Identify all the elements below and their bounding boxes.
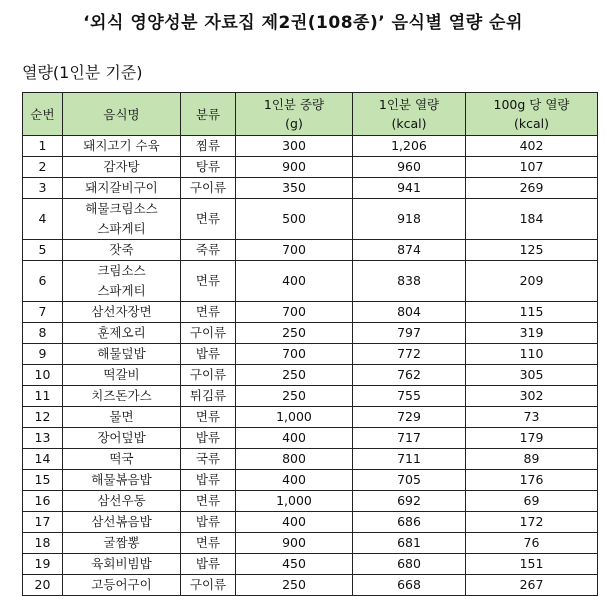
food-name-line: 떡갈비 bbox=[103, 367, 140, 382]
food-name-line: 돼지고기 수육 bbox=[83, 138, 160, 153]
kcal-per-100g-cell: 110 bbox=[466, 344, 598, 365]
kcal-cell: 874 bbox=[353, 240, 466, 261]
kcal-per-100g-cell: 209 bbox=[466, 261, 598, 302]
category-cell: 구이류 bbox=[181, 178, 236, 199]
kcal-cell: 762 bbox=[353, 365, 466, 386]
weight-cell: 350 bbox=[236, 178, 353, 199]
weight-cell: 400 bbox=[236, 428, 353, 449]
header-serving-kcal: 1인분 열량 (kcal) bbox=[353, 93, 466, 136]
rank-cell: 19 bbox=[23, 554, 63, 575]
category-cell: 구이류 bbox=[181, 323, 236, 344]
rank-cell: 2 bbox=[23, 157, 63, 178]
food-name-line: 돼지갈비구이 bbox=[85, 180, 158, 195]
table-row bbox=[23, 199, 598, 240]
kcal-cell: 838 bbox=[353, 261, 466, 302]
food-name-cell bbox=[63, 136, 181, 157]
table-row bbox=[23, 449, 598, 470]
category-cell: 면류 bbox=[181, 302, 236, 323]
food-name-cell bbox=[63, 323, 181, 344]
kcal-cell: 668 bbox=[353, 575, 466, 596]
food-name-cell bbox=[63, 261, 181, 302]
kcal-cell: 755 bbox=[353, 386, 466, 407]
rank-cell: 18 bbox=[23, 533, 63, 554]
category-cell: 면류 bbox=[181, 199, 236, 240]
calorie-ranking-table bbox=[22, 92, 598, 596]
kcal-per-100g-cell: 402 bbox=[466, 136, 598, 157]
kcal-per-100g-cell: 151 bbox=[466, 554, 598, 575]
kcal-cell: 941 bbox=[353, 178, 466, 199]
table-row bbox=[23, 512, 598, 533]
weight-cell: 1,000 bbox=[236, 491, 353, 512]
header-serving-weight: 1인분 중량 (g) bbox=[236, 93, 353, 136]
rank-cell: 7 bbox=[23, 302, 63, 323]
weight-cell: 700 bbox=[236, 240, 353, 261]
rank-cell: 1 bbox=[23, 136, 63, 157]
table-row bbox=[23, 240, 598, 261]
kcal-per-100g-cell: 305 bbox=[466, 365, 598, 386]
category-cell: 찜류 bbox=[181, 136, 236, 157]
food-name-line: 잣죽 bbox=[109, 242, 134, 257]
rank-cell: 16 bbox=[23, 491, 63, 512]
weight-cell: 400 bbox=[236, 261, 353, 302]
table-row bbox=[23, 533, 598, 554]
food-name-cell bbox=[63, 449, 181, 470]
food-name-line: 감자탕 bbox=[103, 159, 140, 174]
rank-cell: 14 bbox=[23, 449, 63, 470]
category-cell: 밥류 bbox=[181, 512, 236, 533]
rank-cell: 13 bbox=[23, 428, 63, 449]
table-row bbox=[23, 491, 598, 512]
weight-cell: 900 bbox=[236, 533, 353, 554]
table-body bbox=[23, 136, 598, 596]
food-name-line: 삼선볶음밥 bbox=[91, 514, 152, 529]
rank-cell: 6 bbox=[23, 261, 63, 302]
table-row bbox=[23, 302, 598, 323]
category-cell: 밥류 bbox=[181, 344, 236, 365]
kcal-cell: 711 bbox=[353, 449, 466, 470]
table-row bbox=[23, 157, 598, 178]
table-row bbox=[23, 554, 598, 575]
food-name-line: 해물볶음밥 bbox=[91, 472, 152, 487]
food-name-cell bbox=[63, 157, 181, 178]
kcal-per-100g-cell: 179 bbox=[466, 428, 598, 449]
header-category: 분류 bbox=[181, 93, 236, 136]
kcal-per-100g-cell: 76 bbox=[466, 533, 598, 554]
weight-cell: 250 bbox=[236, 365, 353, 386]
weight-cell: 1,000 bbox=[236, 407, 353, 428]
kcal-per-100g-cell: 302 bbox=[466, 386, 598, 407]
weight-cell: 250 bbox=[236, 323, 353, 344]
weight-cell: 700 bbox=[236, 344, 353, 365]
header-kcal-per-100g: 100g 당 열량 (kcal) bbox=[466, 93, 598, 136]
food-name-cell bbox=[63, 407, 181, 428]
kcal-cell: 797 bbox=[353, 323, 466, 344]
kcal-cell: 960 bbox=[353, 157, 466, 178]
food-name-cell bbox=[63, 344, 181, 365]
rank-cell: 3 bbox=[23, 178, 63, 199]
kcal-cell: 692 bbox=[353, 491, 466, 512]
table-row bbox=[23, 470, 598, 491]
category-cell: 밥류 bbox=[181, 554, 236, 575]
kcal-per-100g-cell: 107 bbox=[466, 157, 598, 178]
kcal-cell: 705 bbox=[353, 470, 466, 491]
table-row bbox=[23, 136, 598, 157]
table-row bbox=[23, 407, 598, 428]
food-name-cell bbox=[63, 554, 181, 575]
category-cell: 죽류 bbox=[181, 240, 236, 261]
rank-cell: 12 bbox=[23, 407, 63, 428]
weight-cell: 250 bbox=[236, 386, 353, 407]
kcal-per-100g-cell: 125 bbox=[466, 240, 598, 261]
food-name-cell bbox=[63, 533, 181, 554]
category-cell: 면류 bbox=[181, 533, 236, 554]
document-title: ‘외식 영양성분 자료집 제2권(108종)’ 음식별 열량 순위 bbox=[83, 13, 523, 33]
table-row bbox=[23, 428, 598, 449]
weight-cell: 700 bbox=[236, 302, 353, 323]
food-name-line: 장어덮밥 bbox=[97, 430, 146, 445]
food-name-cell bbox=[63, 199, 181, 240]
food-name-line: 삼선자장면 bbox=[91, 304, 152, 319]
food-name-line: 해물덮밥 bbox=[97, 346, 146, 361]
kcal-per-100g-cell: 319 bbox=[466, 323, 598, 344]
food-name-line: 고등어구이 bbox=[91, 577, 152, 592]
food-name-cell bbox=[63, 240, 181, 261]
kcal-cell: 804 bbox=[353, 302, 466, 323]
food-name-line: 크림소스 bbox=[97, 263, 146, 278]
food-name-cell bbox=[63, 365, 181, 386]
rank-cell: 4 bbox=[23, 199, 63, 240]
table-header-row bbox=[23, 93, 598, 136]
kcal-per-100g-cell: 176 bbox=[466, 470, 598, 491]
food-name-line: 삼선우동 bbox=[97, 493, 146, 508]
rank-cell: 10 bbox=[23, 365, 63, 386]
food-name-line: 스파게티 bbox=[97, 221, 146, 236]
rank-cell: 11 bbox=[23, 386, 63, 407]
food-name-line: 해물크림소스 bbox=[85, 201, 158, 216]
table-row bbox=[23, 261, 598, 302]
category-cell: 면류 bbox=[181, 261, 236, 302]
kcal-per-100g-cell: 172 bbox=[466, 512, 598, 533]
table-subtitle: 열량(1인분 기준) bbox=[22, 63, 143, 82]
table-row bbox=[23, 365, 598, 386]
weight-cell: 500 bbox=[236, 199, 353, 240]
food-name-cell bbox=[63, 428, 181, 449]
food-name-line: 치즈돈가스 bbox=[91, 388, 152, 403]
kcal-cell: 686 bbox=[353, 512, 466, 533]
food-name-line: 훈제오리 bbox=[97, 325, 146, 340]
header-food-name: 음식명 bbox=[63, 93, 181, 136]
weight-cell: 400 bbox=[236, 512, 353, 533]
category-cell: 탕류 bbox=[181, 157, 236, 178]
weight-cell: 250 bbox=[236, 575, 353, 596]
table-row bbox=[23, 386, 598, 407]
rank-cell: 15 bbox=[23, 470, 63, 491]
rank-cell: 8 bbox=[23, 323, 63, 344]
category-cell: 구이류 bbox=[181, 575, 236, 596]
category-cell: 국류 bbox=[181, 449, 236, 470]
kcal-cell: 680 bbox=[353, 554, 466, 575]
rank-cell: 20 bbox=[23, 575, 63, 596]
category-cell: 밥류 bbox=[181, 428, 236, 449]
rank-cell: 9 bbox=[23, 344, 63, 365]
food-name-cell bbox=[63, 470, 181, 491]
food-name-cell bbox=[63, 302, 181, 323]
category-cell: 면류 bbox=[181, 407, 236, 428]
rank-cell: 17 bbox=[23, 512, 63, 533]
food-name-line: 스파게티 bbox=[97, 283, 146, 298]
kcal-per-100g-cell: 73 bbox=[466, 407, 598, 428]
category-cell: 구이류 bbox=[181, 365, 236, 386]
category-cell: 면류 bbox=[181, 491, 236, 512]
food-name-cell bbox=[63, 512, 181, 533]
weight-cell: 300 bbox=[236, 136, 353, 157]
weight-cell: 450 bbox=[236, 554, 353, 575]
table-row bbox=[23, 575, 598, 596]
kcal-cell: 729 bbox=[353, 407, 466, 428]
table-row bbox=[23, 178, 598, 199]
food-name-line: 굴짬뽕 bbox=[103, 535, 140, 550]
food-name-cell bbox=[63, 575, 181, 596]
kcal-cell: 717 bbox=[353, 428, 466, 449]
kcal-per-100g-cell: 69 bbox=[466, 491, 598, 512]
food-name-line: 물면 bbox=[109, 409, 134, 424]
weight-cell: 800 bbox=[236, 449, 353, 470]
weight-cell: 900 bbox=[236, 157, 353, 178]
kcal-per-100g-cell: 184 bbox=[466, 199, 598, 240]
kcal-cell: 918 bbox=[353, 199, 466, 240]
kcal-per-100g-cell: 269 bbox=[466, 178, 598, 199]
kcal-per-100g-cell: 267 bbox=[466, 575, 598, 596]
food-name-line: 떡국 bbox=[109, 451, 134, 466]
weight-cell: 400 bbox=[236, 470, 353, 491]
kcal-cell: 772 bbox=[353, 344, 466, 365]
category-cell: 튀김류 bbox=[181, 386, 236, 407]
kcal-cell: 1,206 bbox=[353, 136, 466, 157]
food-name-line: 육회비빔밥 bbox=[91, 556, 152, 571]
table-row bbox=[23, 344, 598, 365]
category-cell: 밥류 bbox=[181, 470, 236, 491]
kcal-cell: 681 bbox=[353, 533, 466, 554]
rank-cell: 5 bbox=[23, 240, 63, 261]
food-name-cell bbox=[63, 491, 181, 512]
food-name-cell bbox=[63, 178, 181, 199]
header-rank: 순번 bbox=[23, 93, 63, 136]
kcal-per-100g-cell: 115 bbox=[466, 302, 598, 323]
table-row bbox=[23, 323, 598, 344]
food-name-cell bbox=[63, 386, 181, 407]
kcal-per-100g-cell: 89 bbox=[466, 449, 598, 470]
